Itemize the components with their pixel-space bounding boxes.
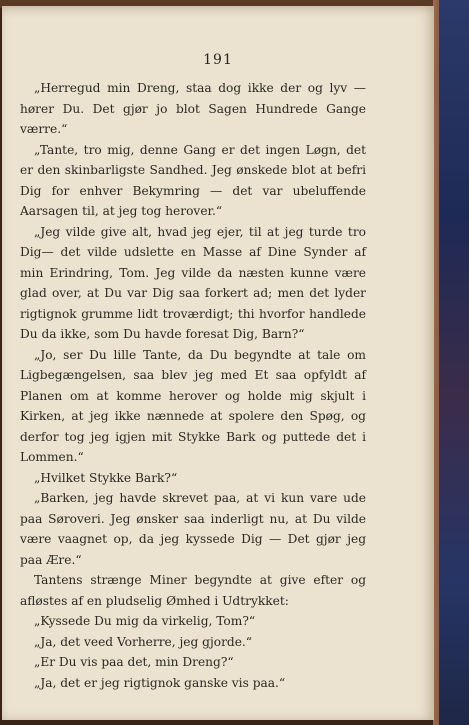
page-number: 191 bbox=[203, 52, 233, 68]
paragraph: „Ja, det veed Vorherre, jeg gjorde.“ bbox=[34, 634, 253, 649]
page-text bbox=[20, 78, 366, 693]
paragraph: „Kyssede Du mig da virkelig, Tom?“ bbox=[34, 614, 256, 628]
book-binding bbox=[439, 0, 469, 725]
paragraph: „Jo, ser Du lille Tante, da Du begyndte at tale om Ligbegængelsen, saa blev jeg med Et saa opfyldt af Planen om at komme herover og holde mig skjult i Kirken, at jeg ikke nænnede at spolere den Spøg, og derfor tog jeg igjen mit Stykke Bark og puttede det i Lommen.“ bbox=[20, 347, 366, 464]
paragraph: „Jeg vilde give alt, hvad jeg ejer, til at jeg turde tro Dig— det vilde udslette en Masse af Dine Synder af min Erindring, Tom. Jeg vilde da næsten kunne være glad over, at Du var Dig saa forkert ad; men det lyder rigtignok grumme lidt troværdigt; thi hvorfor handlede Du da ikke, som Du havde foresat Dig, Barn?“ bbox=[20, 224, 366, 341]
paragraph: Tantens strænge Miner begyndte at give efter og afløstes af en pludselig Ømhed i Udtrykket: bbox=[20, 573, 366, 608]
paragraph: „Er Du vis paa det, min Dreng?“ bbox=[34, 655, 234, 669]
paragraph: „Ja, det er jeg rigtignok ganske vis paa.“ bbox=[34, 675, 286, 690]
paragraph: „Hvilket Stykke Bark?“ bbox=[34, 470, 178, 485]
paragraph: „Tante, tro mig, denne Gang er det ingen Løgn, det er den skinbarligste Sandhed. Jeg ønskede blot at befri Dig for enhver Bekymring — det var ubeluffende Aarsagen til, at jeg tog herover.“ bbox=[20, 142, 366, 218]
book-page bbox=[2, 6, 434, 720]
paragraph: „Herregud min Dreng, staa dog ikke der og lyv — hører Du. Det gjør jo blot Sagen Hundrede Gange værre.“ bbox=[20, 81, 366, 136]
paragraph: „Barken, jeg havde skrevet paa, at vi kun vare ude paa Søroveri. Jeg ønsker saa inderligt nu, at Du vilde være vaagnet op, da jeg kyssede Dig — Det gjør jeg paa Ære.“ bbox=[20, 491, 366, 567]
